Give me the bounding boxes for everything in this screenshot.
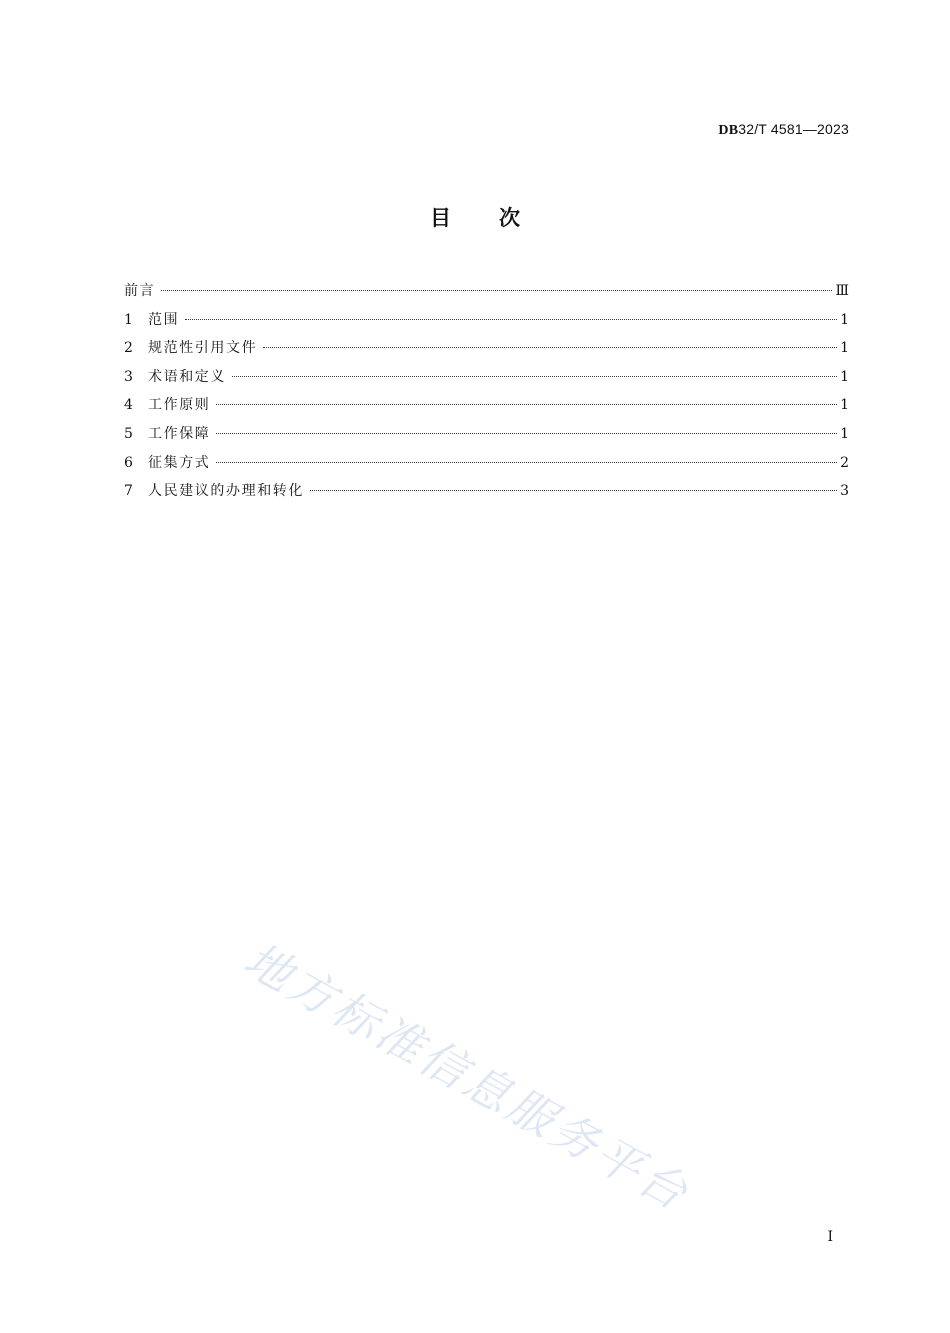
toc-entry-label: 工作原则 [148,397,211,414]
toc-leader-dots [310,490,837,491]
toc-leader-dots [263,347,837,348]
table-of-contents-title [0,202,950,232]
toc-entry-foreword[interactable] [124,280,849,309]
toc-leader-dots [216,462,837,463]
toc-leader-dots [232,376,837,377]
toc-entry-scope[interactable] [124,309,849,338]
toc-entry-terms-definitions[interactable] [124,366,849,395]
toc-entry-number: 1 [124,311,133,328]
platform-watermark: 地方标准信息服务平台 [235,932,699,1222]
toc-entry-label: 规范性引用文件 [148,340,258,357]
toc-entry-number: 4 [124,397,133,414]
toc-leader-dots [185,319,837,320]
toc-entry-label: 范围 [148,311,180,328]
toc-entry-page: 1 [840,397,849,414]
toc-entry-label: 工作保障 [148,425,211,442]
toc-entry-number: 2 [124,340,133,357]
page-number: I [827,1229,833,1245]
title-char-1: 目 [430,206,451,230]
toc-entry-page: 1 [840,311,849,328]
toc-entry-page: 1 [840,368,849,385]
toc-entry-number: 3 [124,368,133,385]
toc-entry-label: 术语和定义 [148,368,226,385]
document-code-prefix: DB [718,123,739,138]
toc-entry-label: 前言 [124,283,156,299]
toc-entry-safeguards[interactable] [124,423,849,452]
toc-entry-number: 5 [124,425,133,442]
table-of-contents [124,280,849,509]
toc-entry-number: 6 [124,454,133,471]
toc-entry-page: 2 [840,454,849,471]
toc-entry-page: 3 [840,483,849,500]
toc-leader-dots [161,290,832,291]
toc-entry-page: Ⅲ [835,283,849,299]
document-code-number: 32/T 4581—2023 [738,121,849,137]
toc-leader-dots [216,433,837,434]
toc-entry-number: 7 [124,483,133,500]
toc-entry-normative-references[interactable] [124,337,849,366]
toc-entry-page: 1 [840,425,849,442]
toc-entry-label: 人民建议的办理和转化 [148,483,304,500]
toc-entry-page: 1 [840,340,849,357]
toc-entry-handling-transformation[interactable] [124,480,849,509]
toc-entry-label: 征集方式 [148,454,211,471]
toc-entry-collection-methods[interactable] [124,452,849,481]
title-char-2: 次 [499,206,520,230]
document-code [718,121,849,139]
toc-leader-dots [216,404,837,405]
toc-entry-principles[interactable] [124,394,849,423]
